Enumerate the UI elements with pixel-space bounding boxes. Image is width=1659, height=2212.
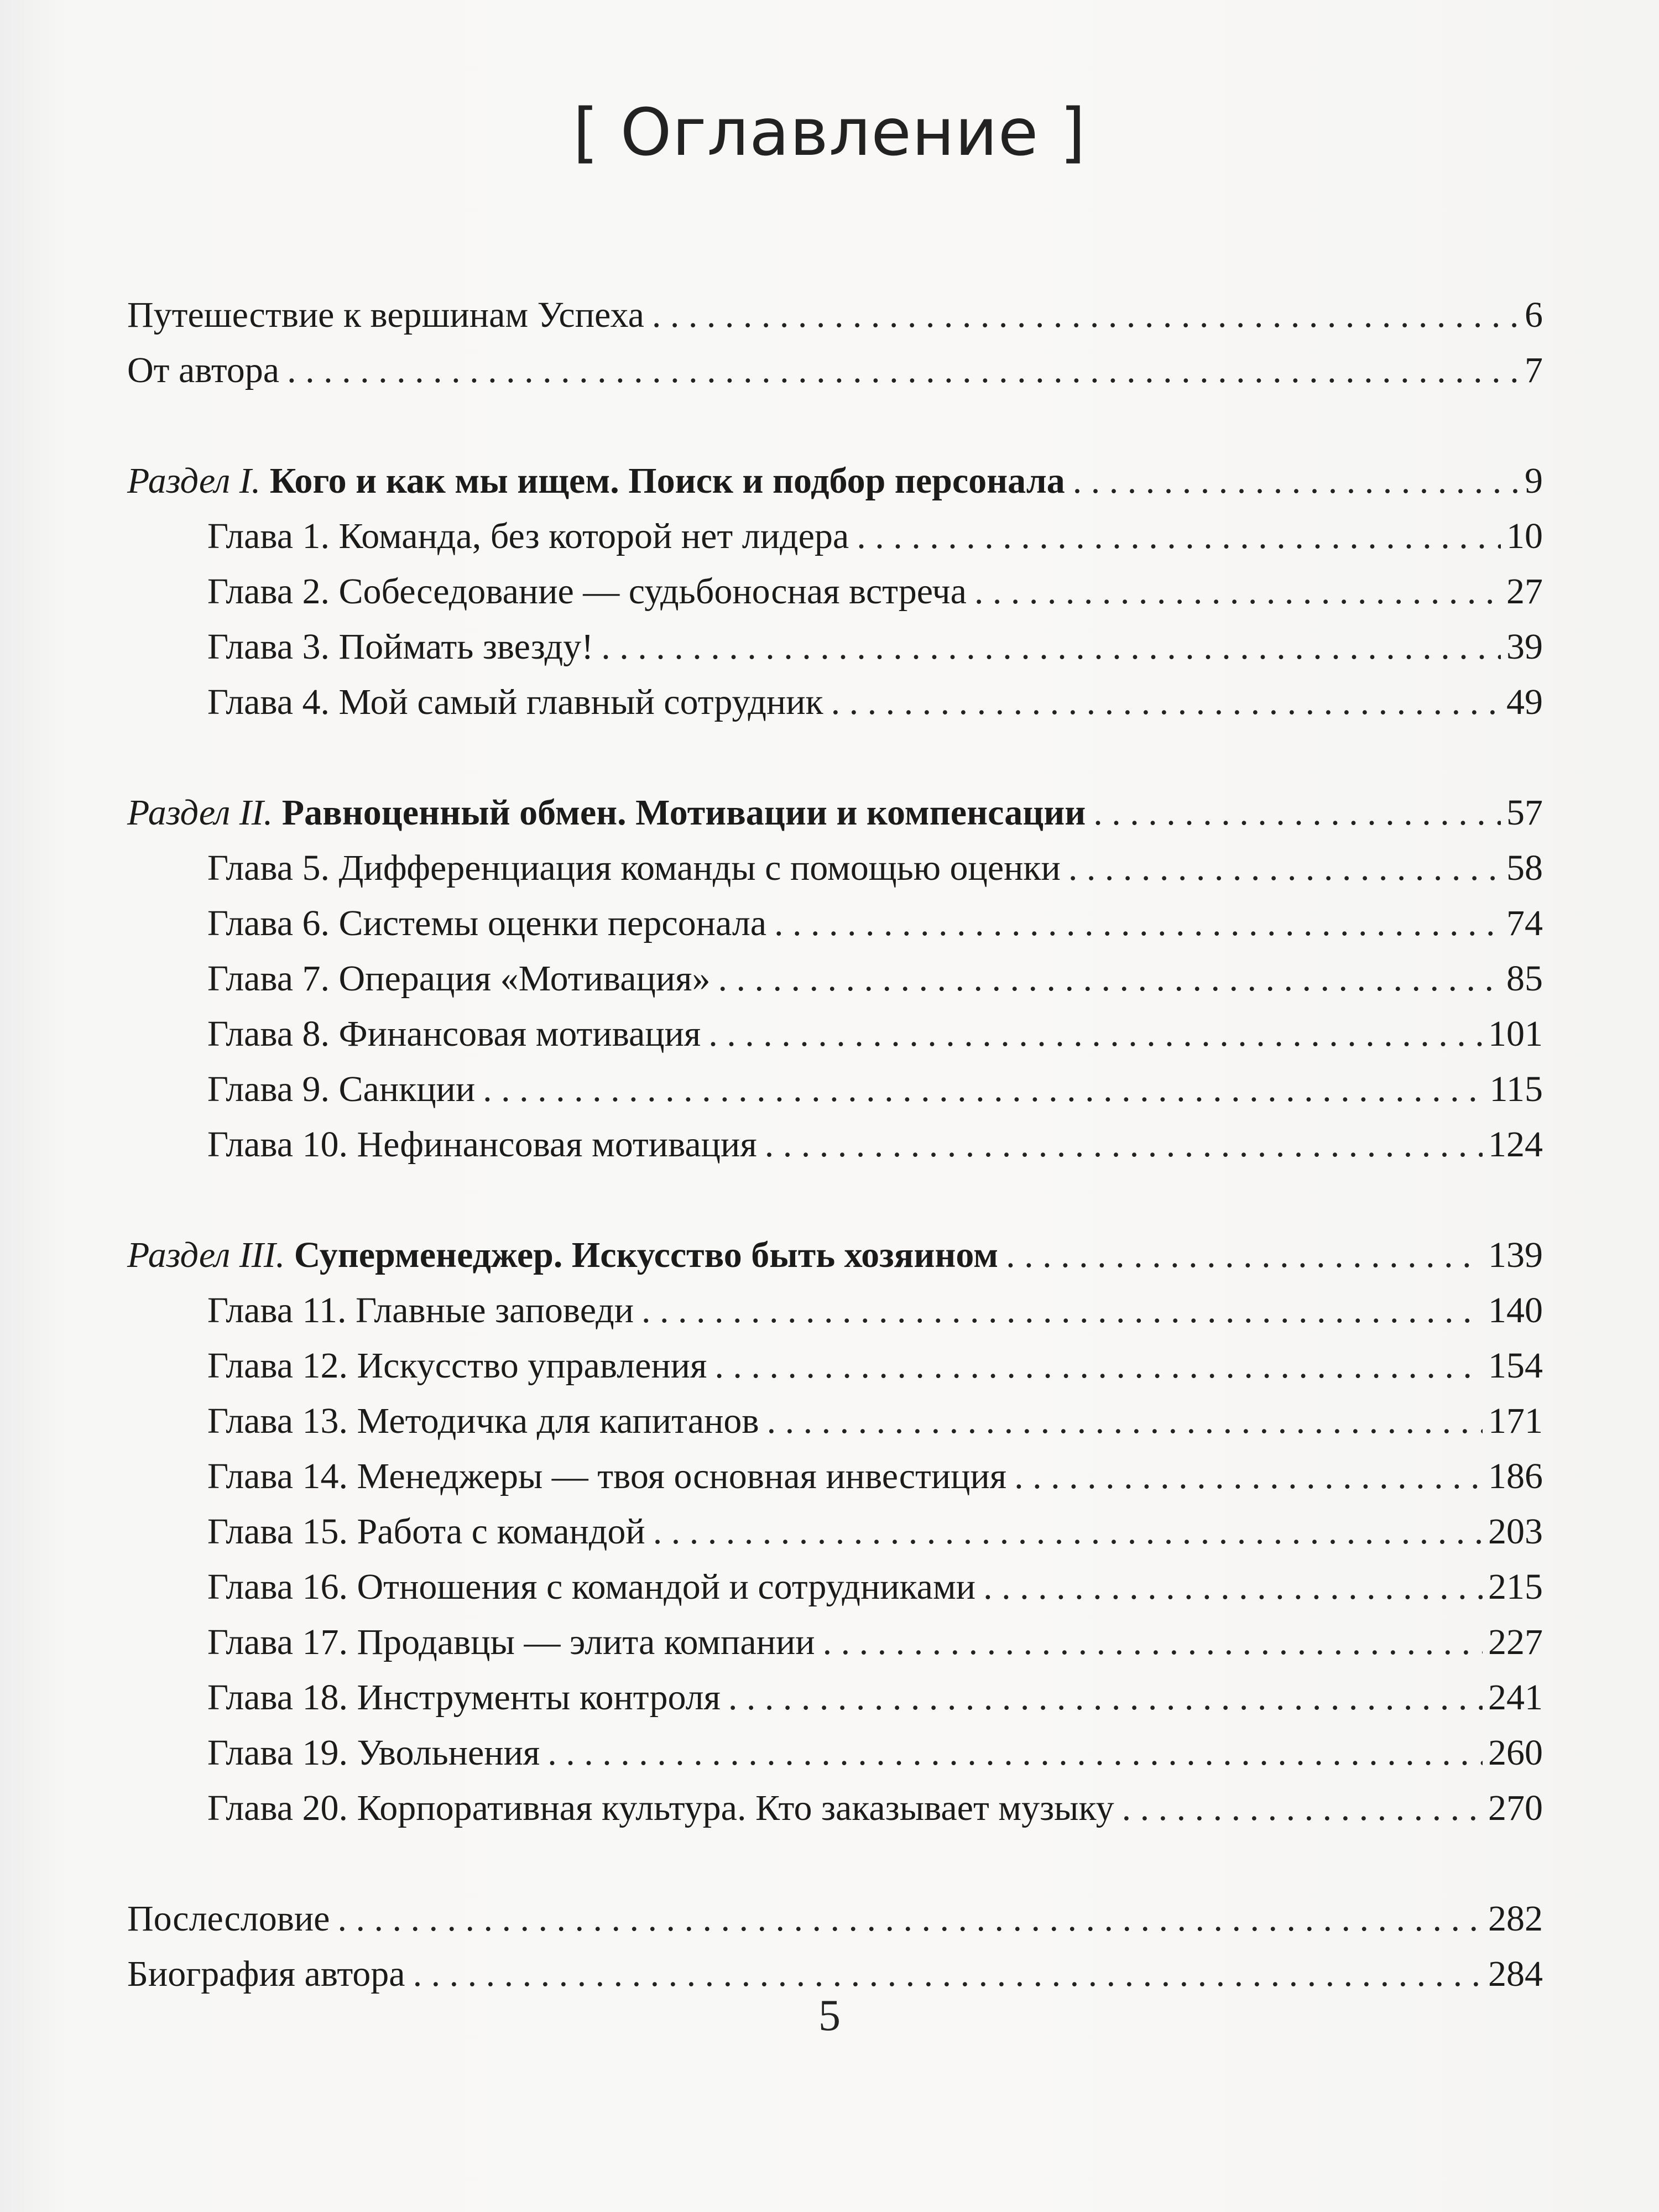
toc-entry-page: 139 — [1488, 1235, 1543, 1275]
dot-leader — [708, 1006, 1483, 1062]
toc-entry-page: 101 — [1488, 1014, 1543, 1054]
toc-chapter — [127, 841, 1543, 896]
dot-leader — [1014, 1449, 1483, 1504]
toc-section-heading — [127, 1228, 1543, 1283]
section-tag: Раздел II. — [127, 792, 273, 833]
toc-entry-page: 9 — [1525, 461, 1543, 501]
toc-entry-page: 39 — [1506, 627, 1543, 667]
toc-chapter — [127, 951, 1543, 1006]
toc-section-heading — [127, 453, 1543, 509]
toc-entry-label: Глава 11. Главные заповеди — [207, 1290, 634, 1331]
toc-entry-label: От автора — [127, 350, 280, 390]
dot-leader — [718, 951, 1501, 1006]
toc-entry-label: Глава 14. Менеджеры — твоя основная инвестиция — [207, 1456, 1007, 1496]
toc-chapter — [127, 619, 1543, 675]
toc-entry-page: 27 — [1506, 571, 1543, 612]
toc-section-label — [127, 785, 1086, 841]
toc-chapter — [127, 1117, 1543, 1172]
section-title: Кого и как мы ищем. Поиск и подбор персонала — [269, 461, 1065, 501]
dot-leader — [653, 1504, 1483, 1559]
toc-entry-page: 58 — [1506, 848, 1543, 888]
toc-entry-page: 284 — [1488, 1954, 1543, 1994]
toc-entry-label: Глава 13. Методичка для капитанов — [207, 1401, 759, 1441]
page-number: 5 — [818, 1991, 841, 2040]
dot-leader — [287, 343, 1519, 398]
toc-entry-label: Глава 4. Мой самый главный сотрудник — [207, 682, 823, 722]
toc-entry-page: 140 — [1488, 1290, 1543, 1331]
dot-leader — [1006, 1228, 1483, 1283]
toc-entry-label: Послесловие — [127, 1898, 330, 1939]
toc-chapter — [127, 1062, 1543, 1117]
table-of-contents — [127, 288, 1543, 2002]
dot-leader — [831, 675, 1501, 730]
toc-entry-label: Глава 17. Продавцы — элита компании — [207, 1622, 815, 1662]
page-title: [ Оглавление ] — [573, 94, 1086, 170]
toc-entry-label: Глава 10. Нефинансовая мотивация — [207, 1124, 757, 1165]
toc-chapter — [127, 1670, 1543, 1725]
toc-entry-page: 203 — [1488, 1511, 1543, 1552]
toc-chapter — [127, 675, 1543, 730]
dot-leader — [774, 896, 1501, 951]
dot-leader — [983, 1559, 1483, 1615]
toc-entry-page: 260 — [1488, 1733, 1543, 1773]
dot-leader — [1122, 1781, 1483, 1836]
toc-entry-page: 74 — [1506, 903, 1543, 943]
dot-leader — [767, 1394, 1483, 1449]
section-title: Суперменеджер. Искусство быть хозяином — [294, 1235, 999, 1275]
toc-entry-page: 10 — [1506, 516, 1543, 556]
toc-chapter — [127, 1615, 1543, 1670]
toc-entry-label: Глава 15. Работа с командой — [207, 1511, 645, 1552]
section-tag: Раздел III. — [127, 1235, 285, 1275]
toc-section-label — [127, 1228, 998, 1283]
toc-chapter — [127, 896, 1543, 951]
toc-chapter — [127, 1781, 1543, 1836]
section-title: Равноценный обмен. Мотивации и компенсации — [281, 792, 1086, 833]
dot-leader — [728, 1670, 1483, 1725]
toc-chapter — [127, 1725, 1543, 1781]
toc-entry-page: 49 — [1506, 682, 1543, 722]
dot-leader — [974, 564, 1501, 619]
dot-leader — [547, 1725, 1483, 1781]
toc-entry-label: Глава 7. Операция «Мотивация» — [207, 958, 711, 999]
dot-leader — [857, 509, 1501, 564]
toc-chapter — [127, 1394, 1543, 1449]
toc-entry-page: 85 — [1506, 958, 1543, 999]
toc-entry-label: Глава 8. Финансовая мотивация — [207, 1014, 701, 1054]
toc-entry-page: 57 — [1506, 792, 1543, 833]
toc-entry-label: Глава 1. Команда, без которой нет лидера — [207, 516, 849, 556]
toc-entry — [127, 1891, 1543, 1947]
toc-entry-page: 215 — [1488, 1567, 1543, 1607]
toc-section-heading — [127, 785, 1543, 841]
toc-entry-page: 186 — [1488, 1456, 1543, 1496]
toc-chapter — [127, 1283, 1543, 1338]
dot-leader — [1093, 785, 1501, 841]
dot-leader — [652, 288, 1519, 343]
toc-entry — [127, 343, 1543, 398]
toc-entry-page: 6 — [1525, 295, 1543, 335]
toc-entry-page: 124 — [1488, 1124, 1543, 1165]
toc-entry-page: 115 — [1489, 1069, 1543, 1109]
dot-leader — [483, 1062, 1484, 1117]
toc-chapter — [127, 1338, 1543, 1394]
toc-entry-page: 227 — [1488, 1622, 1543, 1662]
dot-leader — [714, 1338, 1483, 1394]
dot-leader — [1073, 453, 1519, 509]
toc-chapter — [127, 1449, 1543, 1504]
section-tag: Раздел I. — [127, 461, 261, 501]
toc-entry-label: Глава 18. Инструменты контроля — [207, 1677, 721, 1718]
dot-leader — [823, 1615, 1483, 1670]
toc-chapter — [127, 1006, 1543, 1062]
dot-leader — [601, 619, 1501, 675]
dot-leader — [765, 1117, 1483, 1172]
toc-entry-page: 7 — [1525, 350, 1543, 390]
toc-entry — [127, 288, 1543, 343]
toc-entry-label: Глава 19. Увольнения — [207, 1733, 540, 1773]
toc-entry-label: Глава 6. Системы оценки персонала — [207, 903, 767, 943]
toc-entry-page: 154 — [1488, 1345, 1543, 1386]
dot-leader — [641, 1283, 1483, 1338]
dot-leader — [337, 1891, 1483, 1947]
toc-section-label — [127, 453, 1065, 509]
dot-leader — [1068, 841, 1501, 896]
toc-entry-label: Глава 16. Отношения с командой и сотрудниками — [207, 1567, 976, 1607]
toc-chapter — [127, 564, 1543, 619]
toc-entry-label: Глава 9. Санкции — [207, 1069, 476, 1109]
toc-entry-label: Глава 5. Дифференциация команды с помощью оценки — [207, 848, 1061, 888]
toc-chapter — [127, 1559, 1543, 1615]
toc-entry-label: Глава 2. Собеседование — судьбоносная встреча — [207, 571, 967, 612]
toc-entry-label: Путешествие к вершинам Успеха — [127, 295, 644, 335]
toc-entry-label: Глава 3. Поймать звезду! — [207, 627, 594, 667]
toc-entry-label: Глава 12. Искусство управления — [207, 1345, 707, 1386]
toc-chapter — [127, 1504, 1543, 1559]
toc-entry-label: Биография автора — [127, 1954, 405, 1994]
toc-entry-page: 241 — [1488, 1677, 1543, 1718]
toc-entry-page: 270 — [1488, 1788, 1543, 1828]
toc-chapter — [127, 509, 1543, 564]
toc-entry-label: Глава 20. Корпоративная культура. Кто заказывает музыку — [207, 1788, 1114, 1828]
toc-entry-page: 282 — [1488, 1898, 1543, 1939]
toc-entry-page: 171 — [1488, 1401, 1543, 1441]
